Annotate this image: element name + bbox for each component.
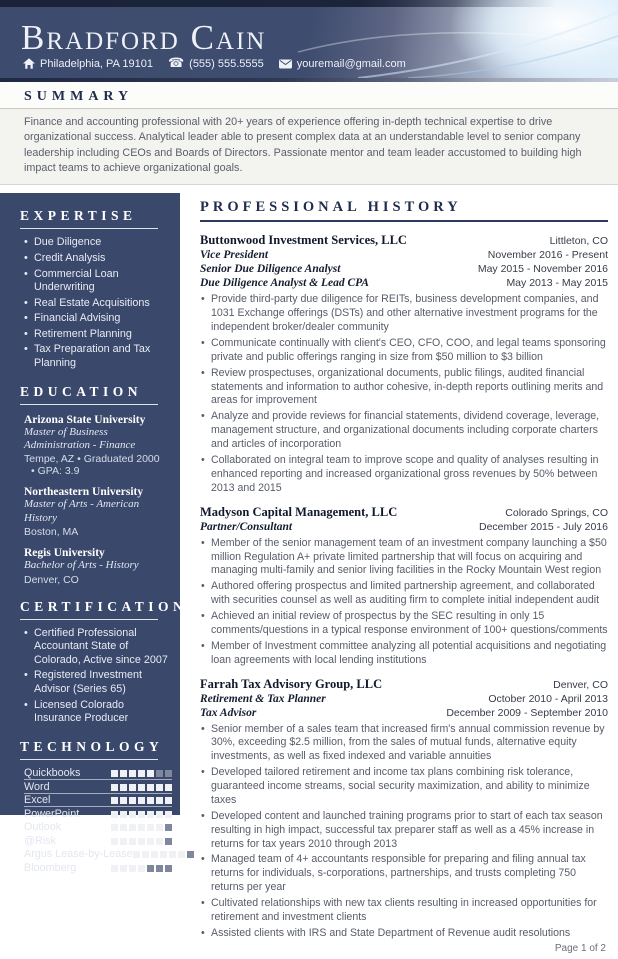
skill-square-filled [111,838,118,845]
skill-square-filled [138,838,145,845]
list-item: • Tax Preparation and Tax Planning [24,343,172,370]
role-title: Vice President [200,249,269,262]
skill-square-filled [111,865,118,872]
skill-square-filled [156,811,163,818]
header-banner [0,0,618,78]
education-entry [24,414,172,478]
skill-square-filled [129,865,136,872]
school-details: Tempe, AZ • Graduated 2000 [24,453,160,466]
skill-square-filled [138,770,145,777]
skill-level-squares [111,865,172,874]
school-name: Arizona State University [24,413,146,426]
phone-text: (555) 555.5555 [189,57,264,70]
bullet-item: • Collaborated on integral team to improve scope and quality of analyses resulting in enhanced reporting and increased organizational gross revenues by 50% between 2013 and 2015 [200,454,608,496]
contact-location [23,58,153,70]
summary-heading: SUMMARY [0,82,618,109]
page-title: Bradford Cain [21,18,267,57]
role-title: Retirement & Tax Planner [200,692,326,705]
bullet-item: • Provide third-party due diligence for REITs, business development companies, and 1031 Exchange offerings (DSTs) and other alternative investment programs for the independent broker/dealer community [200,293,608,335]
list-item: • Due Diligence [24,236,172,250]
role-row [200,248,608,262]
tech-skill-row [24,767,172,781]
role-title: Senior Due Diligence Analyst [200,263,341,276]
skill-square-filled [147,784,154,791]
contact-email [279,58,406,70]
school-details: Boston, MA [24,526,79,539]
tech-skill-label: Quickbooks [24,767,81,780]
skill-square-filled [147,797,154,804]
location-text: Philadelphia, PA 19101 [40,57,153,70]
list-item: • Financial Advising [24,312,172,326]
contact-phone [168,57,264,70]
skill-square-filled [138,865,145,872]
top-accent-strip [0,0,618,7]
bullet-item: • Managed team of 4+ accountants responsible for preparing and filing annual tax returns for individuals, s-corporations, partnerships, and trusts completing 750 returns per year [200,853,608,895]
role-dates: May 2013 - May 2015 [506,277,608,290]
education-heading: EDUCATION [20,384,158,405]
bullet-item: • Member of the senior management team of an investment company launching a $50 million Regulation A+ private limited partnership that will focus on acquiring and managing multi-family and senior living facilities in the Rocky Mountain West region [200,537,608,579]
skill-square-filled [156,838,163,845]
tech-skill-row [24,821,172,835]
school-gpa: • GPA: 3.9 [31,465,80,478]
tech-skill-row [24,807,172,821]
company-header [200,505,608,520]
company-header [200,233,608,248]
role-title: Partner/Consultant [200,520,293,533]
role-dates: October 2010 - April 2013 [488,692,608,705]
role-title: Due Diligence Analyst & Lead CPA [200,277,369,290]
role-row [200,276,608,290]
skill-square-empty [165,865,172,872]
tech-skill-row [24,861,172,875]
skill-square-filled [156,824,163,831]
bullet-item: • Analyze and provide reviews for financial statements, dividend coverage, leverage, management structure, and organizational documents including corporate charters and articles of incorporation [200,410,608,452]
tech-skill-row [24,794,172,808]
bullet-item: • Cultivated relationships with new tax clients resulting in increased opportunities for retirement and investment clients [200,897,608,925]
school-details: Denver, CO [24,573,79,586]
skill-square-filled [111,770,118,777]
phone-icon: ☎ [167,56,185,71]
company-name: Madyson Capital Management, LLC [200,504,398,519]
list-item: • Registered Investment Advisor (Series 65) [24,669,172,696]
bullet-item: • Authored offering prospectus and limited partnership agreement, and collaborated with securities counsel as well as auditing firm to complete initial independent audit [200,580,608,608]
company-block [200,677,608,943]
education-entry [24,486,172,538]
skill-square-empty [147,865,154,872]
skill-square-filled [160,851,167,858]
skill-square-filled [120,865,127,872]
list-item: • Commercial Loan Underwriting [24,268,172,295]
role-row [200,692,608,706]
skill-square-filled [138,824,145,831]
main-column [180,193,618,954]
home-icon [23,58,35,69]
list-item: • Retirement Planning [24,328,172,342]
tech-skill-label: Bloomberg [24,861,77,874]
list-item: • Real Estate Acquisitions [24,297,172,311]
bullet-item: • Achieved an initial review of prospectus by the SEC resulting in only 15 comments/questions in a typical response environment of 100+ questions/comments [200,610,608,638]
skill-square-empty [156,865,163,872]
tech-skill-label: Word [24,780,50,793]
bullet-item: • Communicate continually with client's CEO, CFO, COO, and legal teams sponsoring private and public offerings ranging in size from $50 million to $3 billion [200,337,608,365]
school-name: Northeastern University [24,486,144,499]
skill-square-filled [147,811,154,818]
skill-square-filled [142,851,149,858]
skill-square-filled [129,797,136,804]
skill-square-filled [111,811,118,818]
skill-square-filled [165,811,172,818]
company-header [200,677,608,692]
skill-square-filled [147,838,154,845]
tech-skill-label: @Risk [24,834,56,847]
education-entry [24,547,172,585]
school-degree: Master of Arts - American History [24,498,140,524]
bullet-item: • Member of Investment committee analyzing all potential acquisitions and negotiating loan agreements with local lending institutions [200,640,608,668]
email-icon [279,59,292,69]
tech-skill-row [24,848,172,862]
skill-square-empty [165,838,172,845]
role-dates: May 2015 - November 2016 [477,263,608,276]
technology-skills [24,767,172,875]
skill-square-filled [129,770,136,777]
skill-square-filled [165,797,172,804]
expertise-heading: EXPERTISE [20,208,158,229]
skill-level-squares [133,851,194,860]
skill-square-filled [120,824,127,831]
skill-level-squares [111,824,172,833]
bullet-item: • Developed tailored retirement and income tax plans combining risk tolerance, guaranteed income streams, social security maximization, and ability to minimize taxes [200,766,608,808]
list-item: • Credit Analysis [24,252,172,266]
skill-square-filled [111,784,118,791]
skill-square-filled [129,811,136,818]
role-row [200,262,608,276]
skill-square-filled [147,770,154,777]
skill-square-filled [120,811,127,818]
school-degree: Bachelor of Arts - History [24,559,139,572]
skill-square-filled [156,797,163,804]
skill-square-filled [138,811,145,818]
school-degree: Master of Business Administration - Finance [24,425,136,452]
tech-skill-row [24,834,172,848]
skill-level-squares [111,811,172,820]
skill-square-filled [111,824,118,831]
tech-skill-row [24,780,172,794]
skill-square-filled [120,838,127,845]
skill-square-filled [165,784,172,791]
bullet-item: • Review prospectuses, organizational documents, public filings, audited financial statements and information to author cohesive, in-depth reports outlining merits and areas for improvement [200,367,608,409]
role-row [200,706,608,720]
bullet-item: • Assisted clients with IRS and State Department of Revenue audit resolutions [200,927,608,941]
company-location: Colorado Springs, CO [505,506,608,519]
skill-square-filled [133,851,140,858]
skill-square-filled [151,851,158,858]
contact-row [23,57,406,70]
company-location: Denver, CO [553,678,608,691]
technology-heading: TECHNOLOGY [20,739,158,760]
company-block [200,233,608,497]
skill-square-filled [138,797,145,804]
skill-square-filled [156,784,163,791]
role-dates: November 2016 - Present [487,249,608,262]
skill-square-filled [129,824,136,831]
skill-square-filled [169,851,176,858]
company-location: Littleton, CO [549,235,608,248]
bullet-item: • Senior member of a sales team that increased firm's annual commission revenue by 30%, exceeding $2.5 million, from the sales of mutual funds, alternative equity investments, as well as fixed indexed and variable annuities [200,723,608,765]
skill-level-squares [111,770,172,779]
skill-square-filled [147,824,154,831]
tech-skill-label: Outlook [24,821,62,834]
skill-square-filled [120,797,127,804]
skill-square-empty [165,770,172,777]
skill-square-empty [187,851,194,858]
skill-level-squares [111,838,172,847]
skill-level-squares [111,784,172,793]
tech-skill-label: Excel [24,794,51,807]
role-title: Tax Advisor [200,706,257,719]
list-item: • Licensed Colorado Insurance Producer [24,699,172,726]
school-name: Regis University [24,547,105,560]
skill-square-filled [129,838,136,845]
role-row [200,520,608,534]
skill-square-filled [120,784,127,791]
email-text: youremail@gmail.com [296,57,406,70]
list-item: • Certified Professional Accountant State of Colorado, Active since 2007 [24,627,172,668]
skill-square-filled [178,851,185,858]
skill-level-squares [111,797,172,806]
role-dates: December 2009 - September 2010 [446,706,608,719]
bullet-item: • Developed content and launched training programs prior to start of each tax season resulting in high impact, successful tax preparer staff as well as a 45% increase in returns for tax years 2010 through 2013 [200,810,608,852]
company-bullets [200,537,608,668]
sidebar [0,193,200,874]
certifications-list [24,627,172,726]
tech-skill-label: PowerPoint [24,807,80,820]
skill-square-filled [111,797,118,804]
certifications-heading: CERTIFICATIONS [20,599,158,620]
summary-text: Finance and accounting professional with 20+ years of experience offering in-depth technical expertise to drive organizational success. Analytical leader able to present complex data at an understandable level to senior company leadership including CEOs and Boards of Directors. Passionate mentor and team leader accustomed to building high impact teams to achieve organizational goals. [0,109,618,185]
skill-square-filled [129,784,136,791]
role-dates: December 2015 - July 2016 [479,520,608,533]
page-number: Page 1 of 2 [554,942,606,954]
company-bullets [200,293,608,495]
professional-history-heading: PROFESSIONAL HISTORY [200,199,608,222]
company-name: Buttonwood Investment Services, LLC [200,233,407,248]
company-name: Farrah Tax Advisory Group, LLC [200,676,383,691]
skill-square-filled [138,784,145,791]
skill-square-empty [165,824,172,831]
skill-square-empty [156,770,163,777]
expertise-list [24,236,172,370]
skill-square-filled [120,770,127,777]
tech-skill-label: Argus Lease-by-Lease [24,848,133,861]
company-bullets [200,723,608,941]
company-block [200,505,608,670]
content-columns [0,193,618,954]
